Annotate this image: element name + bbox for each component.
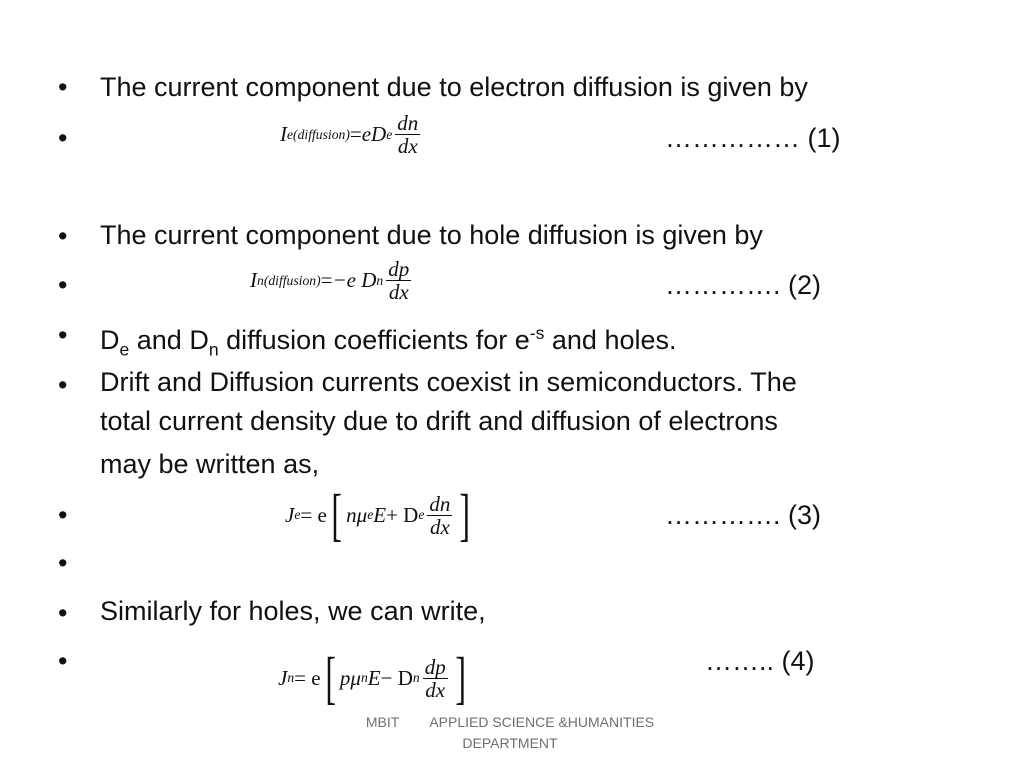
eq1-fraction: [395, 112, 420, 157]
bullet-text-holes: Similarly for holes, we can write,: [100, 596, 486, 626]
eq3-fraction: [427, 493, 452, 538]
eq3-term1-rest: E: [373, 502, 387, 527]
eq4-open-bracket-icon: [: [324, 645, 336, 710]
eq4-equals: = e: [294, 665, 321, 690]
eq1-numerator: dn: [397, 111, 419, 135]
eq2-lhs-sub: n(diffusion): [257, 272, 321, 288]
eq3-denominator: dx: [429, 514, 450, 539]
bullet-marker: •: [58, 500, 68, 530]
eq2-numerator: dp: [388, 257, 410, 281]
eq3-lhs: J: [285, 502, 295, 527]
eq3-numerator: dn: [429, 491, 451, 516]
bullet-marker: •: [58, 370, 68, 400]
eq1-lhs: I: [280, 122, 287, 146]
bullet-marker: •: [58, 598, 68, 628]
eq3-open-bracket-icon: [: [331, 482, 342, 547]
eq3-lhs-sub: e: [294, 507, 301, 522]
eq2-denominator: dx: [388, 280, 409, 304]
eq4-term1-sub: n: [360, 670, 368, 685]
bullet-marker: •: [58, 221, 68, 251]
footer-dept-1: APPLIED SCIENCE &HUMANITIES: [429, 714, 655, 730]
eq2-rhs: −e D: [332, 268, 377, 292]
eq4-denominator: dx: [425, 677, 446, 702]
es-sup: -s: [529, 323, 545, 343]
bullet-text-diffusion-coefficients: [100, 314, 677, 369]
eq3-plus-d: + D: [386, 502, 419, 527]
footer-dept-2: DEPARTMENT: [462, 735, 558, 751]
eq3-d-sub: e: [418, 507, 425, 522]
equation-4: [278, 645, 470, 710]
eq4-fraction: [423, 656, 448, 701]
equation-number-2: …………. (2): [665, 270, 822, 300]
equation-3: [285, 482, 475, 547]
eq3-close-bracket-icon: ]: [459, 482, 471, 547]
bullet-text-electron-diffusion: The current component due to electron diffusion is given by: [100, 72, 808, 102]
footer-line-1: [340, 712, 680, 733]
eq1-rhs-sub: e: [386, 126, 393, 142]
bullet-text-drift-line-3: may be written as,: [100, 449, 320, 479]
eq4-close-bracket-icon: ]: [455, 645, 466, 710]
bullet-text-drift-line-2: total current density due to drift and diffusion of electrons: [100, 406, 778, 436]
eq3-term1-sub: e: [367, 507, 374, 522]
and-holes-text: and holes.: [544, 325, 677, 355]
eq4-lhs: J: [278, 665, 288, 690]
coeff-text: diffusion coefficients for e: [218, 325, 530, 355]
footer-org: MBIT: [365, 714, 400, 730]
equation-number-3: …………. (3): [665, 500, 822, 530]
bullet-text-drift-line-1: Drift and Diffusion currents coexist in semiconductors. The: [100, 367, 797, 397]
bullet-marker: •: [58, 320, 68, 350]
bullet-marker: •: [58, 646, 68, 676]
eq4-lhs-sub: n: [287, 670, 295, 685]
eq4-term1-rest: E: [367, 665, 381, 690]
eq4-term1: pμ: [339, 665, 361, 690]
bullet-marker: •: [58, 123, 68, 153]
bullet-text-hole-diffusion: The current component due to hole diffusion is given by: [100, 220, 763, 250]
slide-footer: [340, 712, 680, 754]
eq3-equals: = e: [300, 502, 327, 527]
eq1-equals: =: [349, 122, 362, 146]
eq4-numerator: dp: [424, 654, 446, 679]
eq1-denominator: dx: [397, 134, 418, 158]
eq1-lhs-sub: e(diffusion): [287, 126, 350, 142]
and-dn: and D: [129, 325, 209, 355]
dn-sub: n: [208, 339, 219, 360]
equation-1: [280, 112, 423, 157]
de-symbol: D: [100, 325, 120, 355]
equation-number-1: …………… (1): [665, 123, 841, 153]
bullet-marker: •: [58, 548, 68, 578]
equation-number-4: …….. (4): [705, 646, 815, 676]
eq2-equals: =: [320, 268, 333, 292]
eq4-minus-d: − D: [380, 665, 413, 690]
eq2-rhs-sub: n: [376, 272, 384, 288]
de-sub: e: [119, 339, 130, 360]
eq1-rhs: eD: [361, 122, 387, 146]
equation-2: [250, 258, 414, 303]
eq4-d-sub: n: [412, 670, 420, 685]
eq2-lhs: I: [250, 268, 257, 292]
bullet-marker: •: [58, 270, 68, 300]
eq2-fraction: [386, 258, 411, 303]
bullet-marker: •: [58, 72, 68, 102]
eq3-term1: nμ: [346, 502, 368, 527]
